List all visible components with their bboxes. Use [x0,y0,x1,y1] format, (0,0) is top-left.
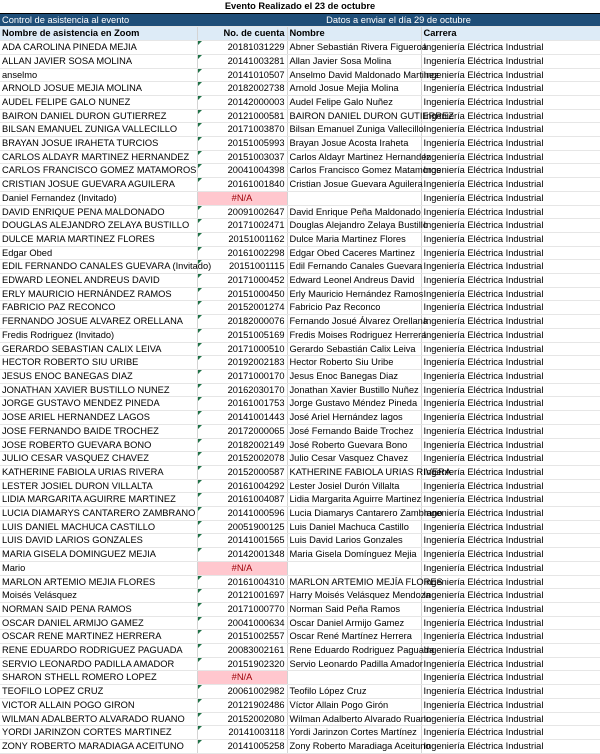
career-cell[interactable]: Ingeniería Eléctrica Industrial [421,602,600,616]
name-cell[interactable]: Audel Felipe Galo Nuñez [287,95,421,109]
name-cell[interactable]: Anselmo David Maldonado Martinez [287,68,421,82]
account-cell[interactable]: 20171002471 [197,219,287,233]
account-cell[interactable]: 20141001443 [197,411,287,425]
career-cell[interactable]: Ingeniería Eléctrica Industrial [421,356,600,370]
zoom-name-cell[interactable]: OSCAR DANIEL ARMIJO GAMEZ [0,616,197,630]
table-row [0,301,600,315]
zoom-name-cell[interactable]: VICTOR ALLAIN POGO GIRON [0,698,197,712]
account-cell[interactable]: 20142001348 [197,548,287,562]
name-cell[interactable]: Hector Roberto Siu Uribe [287,356,421,370]
account-cell[interactable]: 20171000170 [197,369,287,383]
table-row [0,342,600,356]
account-cell[interactable]: 20083002161 [197,644,287,658]
account-cell[interactable]: 20152001274 [197,301,287,315]
account-cell[interactable]: 20192002183 [197,356,287,370]
table-row [0,109,600,123]
account-cell[interactable]: 20152002078 [197,452,287,466]
zoom-name-cell[interactable]: BRAYAN JOSUE IRAHETA TURCIOS [0,137,197,151]
zoom-name-cell[interactable]: ERLY MAURICIO HERNÁNDEZ RAMOS [0,287,197,301]
career-cell[interactable]: Ingeniería Eléctrica Industrial [421,657,600,671]
name-cell[interactable]: Jesus Enoc Banegas Diaz [287,369,421,383]
account-cell[interactable]: 20151005993 [197,137,287,151]
career-cell[interactable]: Ingeniería Eléctrica Industrial [421,411,600,425]
career-cell[interactable]: Ingeniería Eléctrica Industrial [421,150,600,164]
table-row [0,548,600,562]
table-row [0,178,600,192]
career-cell[interactable]: Ingeniería Eléctrica Industrial [421,68,600,82]
table-row [0,232,600,246]
name-cell[interactable]: Gerardo Sebastián Calix Leiva [287,342,421,356]
table-row [0,685,600,699]
zoom-name-cell[interactable]: Mario [0,561,197,575]
name-cell[interactable]: Norman Said Peña Ramos [287,602,421,616]
zoom-name-cell[interactable]: LESTER JOSIEL DURON VILLALTA [0,479,197,493]
career-cell[interactable]: Ingeniería Eléctrica Industrial [421,95,600,109]
career-cell[interactable]: Ingeniería Eléctrica Industrial [421,726,600,740]
zoom-name-cell[interactable]: BILSAN EMANUEL ZUNIGA VALLECILLO [0,123,197,137]
account-cell[interactable]: 20142000003 [197,95,287,109]
account-cell[interactable]: 20171000770 [197,602,287,616]
career-cell[interactable]: Ingeniería Eléctrica Industrial [421,630,600,644]
table-row [0,438,600,452]
zoom-name-cell[interactable]: LIDIA MARGARITA AGUIRRE MARTINEZ [0,493,197,507]
career-cell[interactable]: Ingeniería Eléctrica Industrial [421,342,600,356]
account-cell[interactable]: 20171003870 [197,123,287,137]
band-right-label[interactable]: Datos a enviar el día 29 de octubre [197,13,600,27]
zoom-name-cell[interactable]: Moisés Velásquez [0,589,197,603]
name-cell[interactable]: Jorge Gustavo Méndez Pineda [287,397,421,411]
name-cell[interactable]: Harry Moisés Velásquez Mendoza [287,589,421,603]
table-row [0,219,600,233]
zoom-name-cell[interactable]: JOSE ROBERTO GUEVARA BONO [0,438,197,452]
career-cell[interactable]: Ingeniería Eléctrica Industrial [421,246,600,260]
zoom-name-cell[interactable]: OSCAR RENE MARTINEZ HERRERA [0,630,197,644]
account-cell[interactable]: 20161001753 [197,397,287,411]
table-row [0,41,600,55]
account-cell[interactable]: 20061002982 [197,685,287,699]
account-cell[interactable]: 20121000581 [197,109,287,123]
name-cell[interactable]: Allan Javier Sosa Molina [287,54,421,68]
account-cell[interactable]: 20181031229 [197,41,287,55]
table-row [0,123,600,137]
account-cell[interactable]: 20141000596 [197,507,287,521]
career-cell[interactable]: Ingeniería Eléctrica Industrial [421,328,600,342]
account-cell[interactable]: 20151002557 [197,630,287,644]
career-cell[interactable]: Ingeniería Eléctrica Industrial [421,397,600,411]
name-cell[interactable]: Servio Leonardo Padilla Amador [287,657,421,671]
name-cell[interactable]: Maria Gisela Domínguez Mejia [287,548,421,562]
account-cell[interactable]: 20151902320 [197,657,287,671]
name-cell[interactable]: Erly Mauricio Hernández Ramos [287,287,421,301]
table-row [0,95,600,109]
name-cell[interactable]: Jonathan Xavier Bustillo Nuñez [287,383,421,397]
name-cell[interactable]: Lester Josiel Durón Villalta [287,479,421,493]
zoom-name-cell[interactable]: DAVID ENRIQUE PENA MALDONADO [0,205,197,219]
account-cell[interactable]: 20182000076 [197,315,287,329]
name-cell[interactable]: Luis David Larios Gonzales [287,534,421,548]
career-cell[interactable]: Ingeniería Eléctrica Industrial [421,589,600,603]
zoom-name-cell[interactable]: TEOFILO LOPEZ CRUZ [0,685,197,699]
column-header-career[interactable]: Carrera [421,27,600,41]
zoom-name-cell[interactable]: RENE EDUARDO RODRIGUEZ PAGUADA [0,644,197,658]
zoom-name-cell[interactable]: CARLOS ALDAYR MARTINEZ HERNANDEZ [0,150,197,164]
zoom-name-cell[interactable]: BAIRON DANIEL DURON GUTIERREZ [0,109,197,123]
name-cell[interactable]: José Ariel Hernández lagos [287,411,421,425]
name-cell[interactable] [287,561,421,575]
name-cell[interactable]: Teofilo López Cruz [287,685,421,699]
name-cell[interactable]: Oscar Daniel Armijo Gamez [287,616,421,630]
table-row [0,534,600,548]
zoom-name-cell[interactable]: WILMAN ADALBERTO ALVARADO RUANO [0,712,197,726]
name-cell[interactable]: MARLON ARTEMIO MEJÍA FLORES [287,575,421,589]
career-cell[interactable]: Ingeniería Eléctrica Industrial [421,178,600,192]
account-cell[interactable]: 20152002080 [197,712,287,726]
zoom-name-cell[interactable]: JESUS ENOC BANEGAS DIAZ [0,369,197,383]
table-row [0,671,600,685]
table-row [0,205,600,219]
table-row [0,164,600,178]
career-cell[interactable]: Ingeniería Eléctrica Industrial [421,575,600,589]
table-row [0,644,600,658]
career-cell[interactable]: Ingeniería Eléctrica Industrial [421,109,600,123]
account-cell[interactable]: 20151005169 [197,328,287,342]
name-cell[interactable]: Zony Roberto Maradiaga Aceituno [287,739,421,753]
zoom-name-cell[interactable]: Edgar Obed [0,246,197,260]
name-cell[interactable]: David Enrique Peña Maldonado [287,205,421,219]
account-cell[interactable]: #N/A [197,191,287,205]
table-row [0,452,600,466]
zoom-name-cell[interactable]: FERNANDO JOSUE ALVAREZ ORELLANA [0,315,197,329]
name-cell[interactable]: Víctor Allain Pogo Girón [287,698,421,712]
account-cell[interactable]: 20041000634 [197,616,287,630]
name-cell[interactable]: Edward Leonel Andreus David [287,274,421,288]
zoom-name-cell[interactable]: CRISTIAN JOSUE GUEVARA AGUILERA [0,178,197,192]
column-header-zoom-name[interactable]: Nombre de asistencia en Zoom [0,27,197,41]
table-row [0,274,600,288]
career-cell[interactable]: Ingeniería Eléctrica Industrial [421,54,600,68]
table-row [0,465,600,479]
zoom-name-cell[interactable]: JORGE GUSTAVO MENDEZ PINEDA [0,397,197,411]
zoom-name-cell[interactable]: KATHERINE FABIOLA URIAS RIVERA [0,465,197,479]
zoom-name-cell[interactable]: MARLON ARTEMIO MEJIA FLORES [0,575,197,589]
career-cell[interactable]: Ingeniería Eléctrica Industrial [421,438,600,452]
zoom-name-cell[interactable]: EDIL FERNANDO CANALES GUEVARA (Invitado) [0,260,197,274]
career-cell[interactable]: Ingeniería Eléctrica Industrial [421,698,600,712]
zoom-name-cell[interactable]: DOUGLAS ALEJANDRO ZELAYA BUSTILLO [0,219,197,233]
zoom-name-cell[interactable]: ZONY ROBERTO MARADIAGA ACEITUNO [0,739,197,753]
career-cell[interactable]: Ingeniería Eléctrica Industrial [421,548,600,562]
zoom-name-cell[interactable]: LUIS DAVID LARIOS GONZALES [0,534,197,548]
column-header-account[interactable]: No. de cuenta [197,27,287,41]
name-cell[interactable]: Edgar Obed Caceres Martinez [287,246,421,260]
account-cell[interactable]: 20051900125 [197,520,287,534]
name-cell[interactable]: José Fernando Baide Trochez [287,424,421,438]
table-row [0,616,600,630]
table-row [0,82,600,96]
name-cell[interactable]: BAIRON DANIEL DURON GUTIERREZ [287,109,421,123]
table-row [0,520,600,534]
name-cell[interactable]: Edil Fernando Canales Guevara [287,260,421,274]
zoom-name-cell[interactable]: SERVIO LEONARDO PADILLA AMADOR [0,657,197,671]
table-row [0,479,600,493]
name-cell[interactable]: Oscar René Martínez Herrera [287,630,421,644]
title-row [0,0,600,13]
table-row [0,712,600,726]
career-cell[interactable]: Ingeniería Eléctrica Industrial [421,82,600,96]
section-band [0,13,600,27]
table-row [0,698,600,712]
account-cell[interactable]: 20182002738 [197,82,287,96]
account-cell[interactable]: 20121902486 [197,698,287,712]
zoom-name-cell[interactable]: JONATHAN XAVIER BUSTILLO NUNEZ [0,383,197,397]
table-row [0,356,600,370]
account-cell[interactable]: 20171000452 [197,274,287,288]
table-row [0,575,600,589]
zoom-name-cell[interactable]: Daniel Fernandez (Invitado) [0,191,197,205]
name-cell[interactable]: Rene Eduardo Rodriguez Paguada [287,644,421,658]
zoom-name-cell[interactable]: EDWARD LEONEL ANDREUS DAVID [0,274,197,288]
name-cell[interactable]: Cristian Josue Guevara Aguilera [287,178,421,192]
table-row [0,260,600,274]
career-cell[interactable]: Ingeniería Eléctrica Industrial [421,507,600,521]
table-row [0,630,600,644]
zoom-name-cell[interactable]: JOSE ARIEL HERNANDEZ LAGOS [0,411,197,425]
account-cell[interactable]: 20151000450 [197,287,287,301]
zoom-name-cell[interactable]: anselmo [0,68,197,82]
account-cell[interactable]: 20152000587 [197,465,287,479]
career-cell[interactable]: Ingeniería Eléctrica Industrial [421,383,600,397]
name-cell[interactable]: Yordi Jarinzon Cortes Martínez [287,726,421,740]
career-cell[interactable]: Ingeniería Eléctrica Industrial [421,712,600,726]
zoom-name-cell[interactable]: MARIA GISELA DOMINGUEZ MEJIA [0,548,197,562]
name-cell[interactable]: Douglas Alejandro Zelaya Bustillo [287,219,421,233]
table-row [0,246,600,260]
account-cell[interactable]: 20141010507 [197,68,287,82]
zoom-name-cell[interactable]: HECTOR ROBERTO SIU URIBE [0,356,197,370]
career-cell[interactable]: Ingeniería Eléctrica Industrial [421,520,600,534]
career-cell[interactable]: Ingeniería Eléctrica Industrial [421,479,600,493]
table-row [0,493,600,507]
table-row [0,507,600,521]
account-cell[interactable]: 20141001565 [197,534,287,548]
name-cell[interactable] [287,671,421,685]
career-cell[interactable]: Ingeniería Eléctrica Industrial [421,465,600,479]
name-cell[interactable]: José Roberto Guevara Bono [287,438,421,452]
table-row [0,411,600,425]
name-cell[interactable]: Lucia Diamarys Cantarero Zambrano [287,507,421,521]
name-cell[interactable] [287,191,421,205]
career-cell[interactable]: Ingeniería Eléctrica Industrial [421,452,600,466]
account-cell[interactable]: 20151001162 [197,232,287,246]
table-row [0,424,600,438]
account-cell[interactable]: 20182002149 [197,438,287,452]
career-cell[interactable]: Ingeniería Eléctrica Industrial [421,260,600,274]
career-cell[interactable]: Ingeniería Eléctrica Industrial [421,232,600,246]
zoom-name-cell[interactable]: Fredis Rodriguez (Invitado) [0,328,197,342]
column-header-name[interactable]: Nombre [287,27,421,41]
account-cell[interactable]: 20162030170 [197,383,287,397]
zoom-name-cell[interactable]: NORMAN SAID PENA RAMOS [0,602,197,616]
name-cell[interactable]: Arnold Josue Mejia Molina [287,82,421,96]
account-cell[interactable]: 20121001697 [197,589,287,603]
career-cell[interactable]: Ingeniería Eléctrica Industrial [421,561,600,575]
career-cell[interactable]: Ingeniería Eléctrica Industrial [421,191,600,205]
account-cell[interactable]: 20171000510 [197,342,287,356]
table-row [0,315,600,329]
account-cell[interactable]: 20141005258 [197,739,287,753]
table-row [0,657,600,671]
table-row [0,68,600,82]
career-cell[interactable]: Ingeniería Eléctrica Industrial [421,137,600,151]
name-cell[interactable]: Bilsan Emanuel Zuniga Vallecillo [287,123,421,137]
name-cell[interactable]: Lidia Margarita Aguirre Martinez [287,493,421,507]
career-cell[interactable]: Ingeniería Eléctrica Industrial [421,274,600,288]
band-left-label[interactable]: Control de asistencia al evento [0,13,197,27]
account-cell[interactable]: #N/A [197,671,287,685]
career-cell[interactable]: Ingeniería Eléctrica Industrial [421,671,600,685]
name-cell[interactable]: Dulce Maria Martinez Flores [287,232,421,246]
career-cell[interactable]: Ingeniería Eléctrica Industrial [421,219,600,233]
zoom-name-cell[interactable]: ALLAN JAVIER SOSA MOLINA [0,54,197,68]
name-cell[interactable]: Carlos Aldayr Martinez Hernandez [287,150,421,164]
zoom-name-cell[interactable]: CARLOS FRANCISCO GOMEZ MATAMOROS [0,164,197,178]
career-cell[interactable]: Ingeniería Eléctrica Industrial [421,164,600,178]
name-cell[interactable]: Abner Sebastián Rivera Figueroa [287,41,421,55]
account-cell[interactable]: 20161004087 [197,493,287,507]
table-row [0,150,600,164]
name-cell[interactable]: Fernando Josué Álvarez Orellana [287,315,421,329]
zoom-name-cell[interactable]: ADA CAROLINA PINEDA MEJIA [0,41,197,55]
zoom-name-cell[interactable]: JULIO CESAR VASQUEZ CHAVEZ [0,452,197,466]
career-cell[interactable]: Ingeniería Eléctrica Industrial [421,205,600,219]
account-cell[interactable]: 20091002647 [197,205,287,219]
zoom-name-cell[interactable]: LUIS DANIEL MACHUCA CASTILLO [0,520,197,534]
table-row [0,561,600,575]
career-cell[interactable]: Ingeniería Eléctrica Industrial [421,369,600,383]
account-cell[interactable]: 20161004292 [197,479,287,493]
career-cell[interactable]: Ingeniería Eléctrica Industrial [421,41,600,55]
table-row [0,397,600,411]
table-row [0,589,600,603]
zoom-name-cell[interactable]: FABRICIO PAZ RECONCO [0,301,197,315]
account-cell[interactable]: 20141003118 [197,726,287,740]
sheet-title[interactable]: Evento Realizado el 23 de octubre [0,0,600,13]
zoom-name-cell[interactable]: DULCE MARIA MARTINEZ FLORES [0,232,197,246]
career-cell[interactable]: Ingeniería Eléctrica Industrial [421,685,600,699]
account-cell[interactable]: 20151003037 [197,150,287,164]
table-row [0,383,600,397]
table-row [0,137,600,151]
zoom-name-cell[interactable]: ARNOLD JOSUE MEJIA MOLINA [0,82,197,96]
account-cell[interactable]: 20161001840 [197,178,287,192]
career-cell[interactable]: Ingeniería Eléctrica Industrial [421,315,600,329]
zoom-name-cell[interactable]: JOSE FERNANDO BAIDE TROCHEZ [0,424,197,438]
table-row [0,739,600,753]
table-row [0,287,600,301]
career-cell[interactable]: Ingeniería Eléctrica Industrial [421,739,600,753]
account-cell[interactable]: 20151001115 [197,260,287,274]
career-cell[interactable]: Ingeniería Eléctrica Industrial [421,493,600,507]
career-cell[interactable]: Ingeniería Eléctrica Industrial [421,424,600,438]
zoom-name-cell[interactable]: LUCIA DIAMARYS CANTARERO ZAMBRANO [0,507,197,521]
table-row [0,602,600,616]
name-cell[interactable]: Fredis Moises Rodriguez Herrera [287,328,421,342]
account-cell[interactable]: #N/A [197,561,287,575]
table-row [0,328,600,342]
zoom-name-cell[interactable]: SHARON STHELL ROMERO LOPEZ [0,671,197,685]
name-cell[interactable]: KATHERINE FABIOLA URIAS RIVERA [287,465,421,479]
column-header-row [0,27,600,41]
career-cell[interactable]: Ingeniería Eléctrica Industrial [421,616,600,630]
zoom-name-cell[interactable]: GERARDO SEBASTIAN CALIX LEIVA [0,342,197,356]
career-cell[interactable]: Ingeniería Eléctrica Industrial [421,287,600,301]
career-cell[interactable]: Ingeniería Eléctrica Industrial [421,301,600,315]
career-cell[interactable]: Ingeniería Eléctrica Industrial [421,644,600,658]
account-cell[interactable]: 20041004398 [197,164,287,178]
table-row [0,726,600,740]
account-cell[interactable]: 20141003281 [197,54,287,68]
zoom-name-cell[interactable]: AUDEL FELIPE GALO NUNEZ [0,95,197,109]
name-cell[interactable]: Brayan Josue Acosta Iraheta [287,137,421,151]
name-cell[interactable]: Wilman Adalberto Alvarado Ruano [287,712,421,726]
table-row [0,369,600,383]
name-cell[interactable]: Julio Cesar Vasquez Chavez [287,452,421,466]
name-cell[interactable]: Carlos Francisco Gomez Matamoros [287,164,421,178]
zoom-name-cell[interactable]: YORDI JARINZON CORTES MARTINEZ [0,726,197,740]
career-cell[interactable]: Ingeniería Eléctrica Industrial [421,123,600,137]
name-cell[interactable]: Luis Daniel Machuca Castillo [287,520,421,534]
account-cell[interactable]: 20172000065 [197,424,287,438]
name-cell[interactable]: Fabricio Paz Reconco [287,301,421,315]
table-row [0,54,600,68]
account-cell[interactable]: 20161004310 [197,575,287,589]
table-row [0,191,600,205]
career-cell[interactable]: Ingeniería Eléctrica Industrial [421,534,600,548]
account-cell[interactable]: 20161002298 [197,246,287,260]
